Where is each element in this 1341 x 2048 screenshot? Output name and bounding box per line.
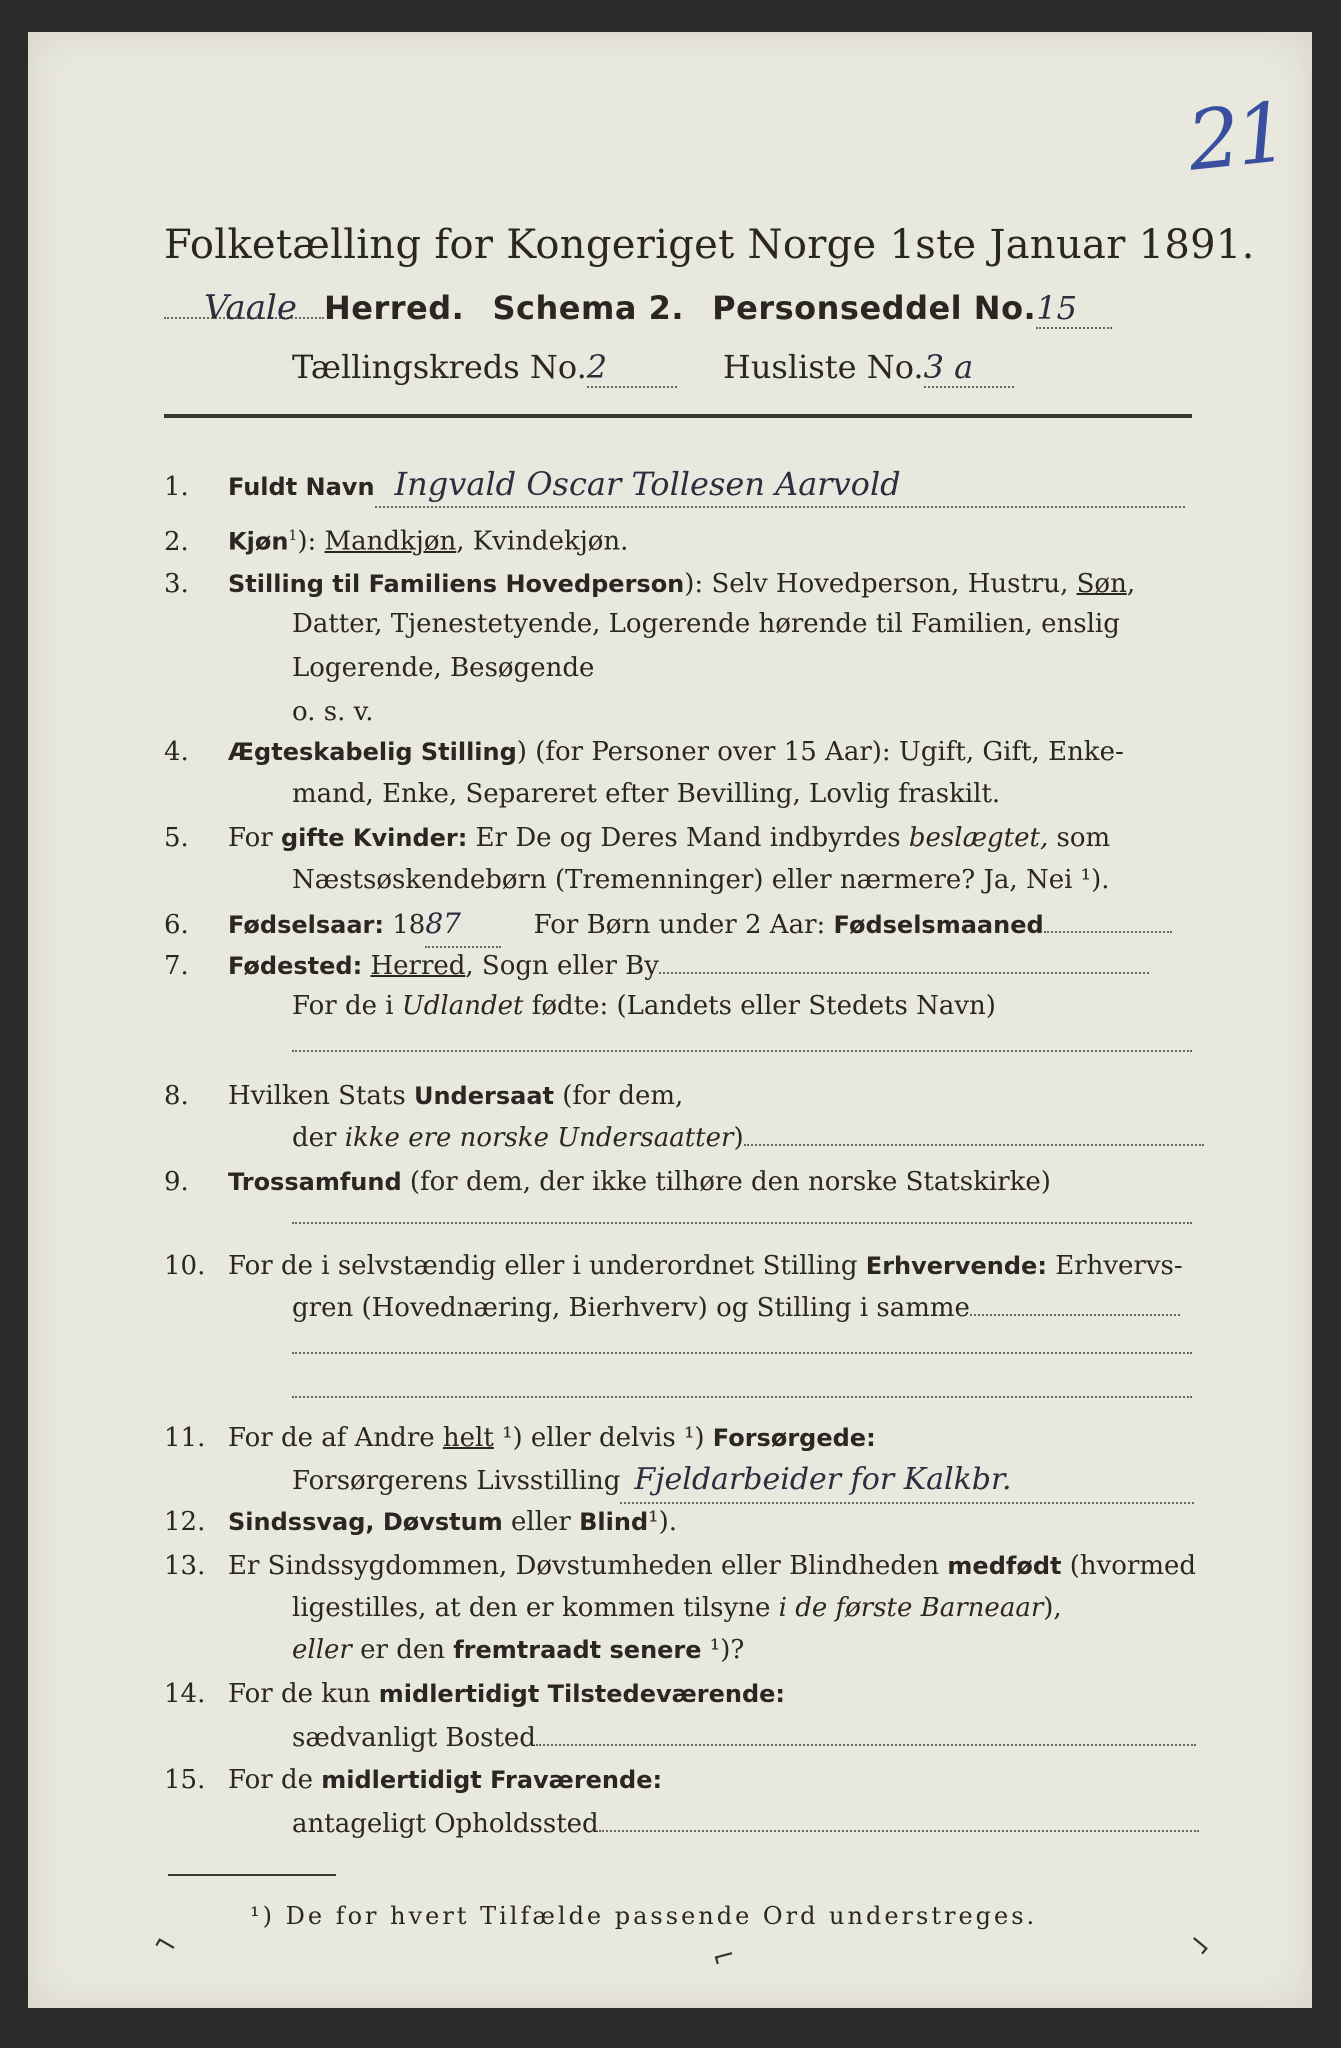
item-10-number: 10.: [164, 1251, 206, 1281]
citizenship-fill: [744, 1144, 1204, 1146]
usual-residence-fill: [536, 1744, 1196, 1746]
corner-mark-middle: ⌐: [708, 1937, 740, 1976]
item-4: [164, 730, 1198, 774]
item-3-comma: ,: [1126, 569, 1136, 599]
item-12-label-2: Blind: [579, 1508, 649, 1536]
item-13-line-3c: ¹)?: [701, 1635, 745, 1665]
birth-month-fill: [1044, 931, 1172, 933]
item-12-tail: ¹).: [648, 1507, 677, 1537]
item-7-line-2b: fødte: (Landets eller Stedets Navn): [523, 991, 996, 1021]
footnote-rule: [168, 1874, 336, 1876]
presumed-stay-fill: [599, 1830, 1199, 1832]
item-10-tail: Erhvervs-: [1046, 1251, 1183, 1281]
item-8: [164, 1074, 1198, 1118]
item-14-line-2: [292, 1716, 1196, 1760]
item-11-label: Forsørgede:: [712, 1424, 876, 1452]
item-7: [164, 944, 1198, 988]
usual-residence-label: sædvanligt Bosted: [292, 1723, 536, 1753]
item-3-line-4: o. s. v.: [292, 697, 374, 727]
birth-year-value: 87: [425, 902, 501, 948]
item-10-text: For de i selvstændig eller i underordnet Stilling: [228, 1251, 866, 1281]
item-15-label: midlertidigt Fraværende:: [321, 1766, 663, 1794]
full-name-value: Ingvald Oscar Tollesen Aarvold: [375, 462, 1185, 508]
header-line-herred: [164, 288, 1194, 332]
item-13-number: 13.: [164, 1551, 206, 1581]
item-13-text: Er Sindssygdommen, Døvstumheden eller Blindheden: [228, 1551, 948, 1581]
item-9-number: 9.: [164, 1167, 189, 1197]
item-7-line-2a: For de i: [292, 991, 402, 1021]
item-5-prefix: For: [228, 823, 281, 853]
occupation-fill: [970, 1314, 1180, 1316]
item-13-line-3: [292, 1628, 744, 1672]
item-3-line-3: Logerende, Besøgende: [292, 653, 595, 683]
option-son: Søn: [1076, 569, 1127, 599]
item-3-number: 3.: [164, 569, 189, 599]
item-10-line-2-text: gren (Hovednæring, Bierhverv) og Stilling i samme: [292, 1293, 970, 1323]
item-2-sup: 1: [288, 528, 298, 544]
item-11-text: For de af Andre: [228, 1423, 443, 1453]
item-1: [164, 462, 1198, 509]
item-8-label: Undersaat: [413, 1082, 554, 1110]
item-14-label: midlertidigt Tilstedeværende:: [378, 1680, 786, 1708]
item-13-line-2: [292, 1586, 1062, 1630]
item-11: [164, 1416, 1198, 1460]
item-10-label: Erhvervende:: [865, 1252, 1047, 1280]
item-12-text: eller: [502, 1507, 580, 1537]
item-6-number: 6.: [164, 910, 189, 940]
item-5-label: gifte Kvinder:: [280, 824, 468, 852]
item-14-text: For de kun: [228, 1679, 379, 1709]
item-9: [164, 1160, 1198, 1204]
item-6: [164, 902, 1198, 948]
item-10-line-2: [292, 1286, 1180, 1330]
presumed-stay-label: antageligt Opholdssted: [292, 1809, 599, 1839]
item-4-line-2: mand, Enke, Separeret efter Bevilling, Lovlig fraskilt.: [292, 779, 1001, 809]
personseddel-number: 15: [1036, 289, 1112, 329]
item-8-line-2: [292, 1116, 1204, 1160]
item-15-number: 15.: [164, 1765, 206, 1795]
taellingskreds-number: 2: [587, 348, 677, 388]
item-2: [164, 514, 1198, 564]
item-13-line-2a: ligestilles, at den er kommen tilsyne: [292, 1593, 779, 1623]
item-9-label: Trossamfund: [228, 1168, 402, 1196]
option-helt: helt: [442, 1423, 494, 1453]
item-8-tail: (for dem,: [553, 1081, 684, 1111]
header-line-kreds: [292, 348, 1072, 392]
item-5-italic: beslægtet,: [908, 823, 1049, 853]
item-13-line-3i: eller: [292, 1635, 352, 1665]
husliste-number: 3 a: [924, 348, 1014, 388]
personseddel-label: Personseddel No.: [712, 289, 1037, 327]
item-5-number: 5.: [164, 823, 189, 853]
item-7-line-2: [292, 984, 996, 1028]
birthplace-fill: [659, 972, 1149, 974]
page-number-handwritten: 21: [1183, 85, 1290, 190]
provider-occupation-value: Fjeldarbeider for Kalkbr.: [620, 1458, 1194, 1504]
item-7-text: , Sogn eller By: [465, 951, 659, 981]
item-6-text: For Børn under 2 Aar:: [533, 910, 834, 940]
item-11-line-2: [292, 1458, 1194, 1504]
item-15-line-2: [292, 1802, 1199, 1846]
item-3-label: Stilling til Familiens Hovedperson: [228, 570, 685, 598]
item-12: [164, 1500, 1198, 1544]
form-title: Folketælling for Kongeriget Norge 1ste Januar 1891.: [164, 222, 1255, 268]
item-2-label: Kjøn: [228, 527, 289, 556]
item-8-line-2a: der: [292, 1123, 345, 1153]
item-13-label: medfødt: [947, 1552, 1062, 1580]
husliste-label: Husliste No.: [722, 348, 924, 386]
item-5-text: Er De og Deres Mand indbyrdes: [467, 823, 909, 853]
item-6-label: Fødselsaar:: [228, 911, 384, 939]
item-13-line-3b: fremtraadt senere: [453, 1636, 702, 1664]
corner-mark-left: ⌐: [147, 1924, 185, 1965]
item-8-line-2b: ): [733, 1123, 744, 1153]
item-12-label: Sindssvag, Døvstum: [228, 1508, 503, 1536]
item-1-number: 1.: [164, 472, 189, 502]
item-3: [164, 562, 1198, 606]
option-kvindekjon: , Kvindekjøn.: [456, 526, 629, 557]
item-15-text: For de: [228, 1765, 322, 1795]
item-4-label: Ægteskabelig Stilling: [228, 738, 517, 766]
header-rule: [164, 414, 1192, 418]
item-4-text: ) (for Personer over 15 Aar): Ugift, Gift, Enke-: [516, 737, 1124, 767]
item-15: [164, 1758, 1198, 1802]
option-mandkjon: Mandkjøn: [324, 526, 457, 557]
item-14: [164, 1672, 1198, 1716]
item-10-fill-line-1: [292, 1352, 1192, 1354]
item-7-fill-line: [292, 1050, 1192, 1052]
item-9-text: (for dem, der ikke tilhøre den norske Statskirke): [401, 1167, 1051, 1197]
item-10: [164, 1244, 1198, 1288]
item-11-number: 11.: [164, 1423, 206, 1453]
item-13: [164, 1544, 1198, 1588]
item-3-text: ): Selv Hovedperson, Hustru,: [684, 569, 1077, 599]
item-2-text: ):: [297, 526, 325, 557]
item-10-fill-line-2: [292, 1396, 1192, 1398]
taellingskreds-label: Tællingskreds No.: [292, 348, 587, 386]
item-3-line-2: Datter, Tjenestetyende, Logerende hørende til Familien, enslig: [292, 609, 1120, 639]
option-herred: Herred: [370, 951, 466, 981]
item-9-fill-line: [292, 1222, 1192, 1224]
item-13-line-2i: i de første Barneaar: [778, 1593, 1044, 1623]
item-8-text: Hvilken Stats: [228, 1081, 414, 1111]
item-5: [164, 816, 1198, 860]
item-14-number: 14.: [164, 1679, 206, 1709]
corner-mark-right: ¬: [1180, 1924, 1220, 1965]
item-13-line-3a: er den: [351, 1635, 454, 1665]
schema-label: Schema 2.: [492, 289, 684, 327]
census-form-sheet: [28, 32, 1312, 2008]
herred-name: Vaale: [204, 288, 297, 328]
footnote: ¹) De for hvert Tilfælde passende Ord understreges.: [250, 1902, 1038, 1930]
item-5-line-2: Næstsøskendebørn (Tremenninger) eller nærmere? Ja, Nei ¹).: [292, 865, 1110, 895]
item-2-number: 2.: [164, 526, 189, 557]
item-8-line-2i: ikke ere norske Undersaatter: [344, 1123, 734, 1153]
item-5-tail: som: [1048, 823, 1111, 853]
item-6-label-2: Fødselsmaaned: [833, 911, 1044, 939]
item-8-number: 8.: [164, 1081, 189, 1111]
item-7-number: 7.: [164, 951, 189, 981]
provider-occupation-label: Forsørgerens Livsstilling: [292, 1466, 621, 1496]
item-7-line-2i: Udlandet: [401, 991, 524, 1021]
item-13-line-2b: ),: [1043, 1593, 1062, 1623]
herred-label: Herred.: [324, 289, 465, 327]
item-4-number: 4.: [164, 737, 189, 767]
item-1-label: Fuldt Navn: [228, 473, 375, 501]
item-7-label: Fødested:: [228, 952, 363, 980]
item-12-number: 12.: [164, 1507, 206, 1537]
item-11-mid: ¹) eller delvis ¹): [493, 1423, 713, 1453]
item-13-tail: (hvormed: [1061, 1551, 1197, 1581]
birth-year-prefix: 18: [384, 910, 426, 940]
